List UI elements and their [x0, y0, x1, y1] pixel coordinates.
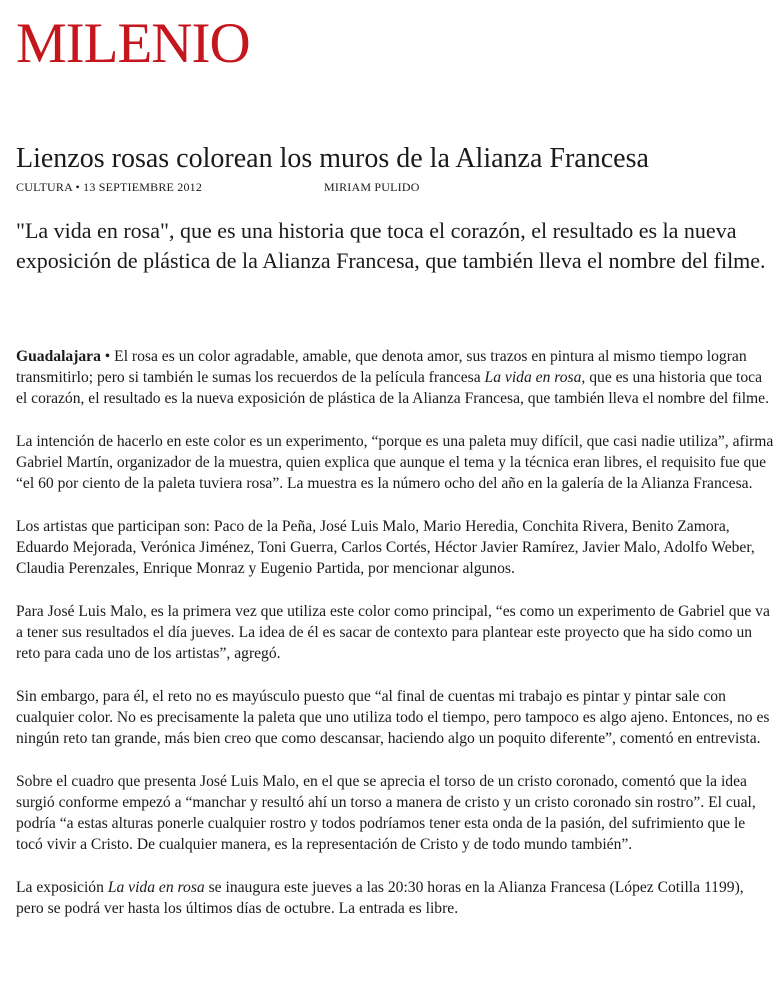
film-title: La vida en rosa	[484, 369, 582, 386]
paragraph-1	[16, 346, 774, 409]
paragraph-3: Los artistas que participan son: Paco de la Peña, José Luis Malo, Mario Heredia, Conchita Rivera, Benito Zamora, Eduardo Mejorada, Verónica Jiménez, Toni Guerra, Carlos Cortés, Héctor Javier Ramírez, Javier Malo, Adolfo Weber, Claudia Perenzales, Enrique Monraz y Eugenio Partida, por mencionar algunos.	[16, 518, 755, 577]
author-name: MIRIAM PULIDO	[324, 180, 420, 194]
exhibition-title: La vida en rosa	[107, 879, 205, 896]
publish-date: 13 SEPTIEMBRE 2012	[83, 180, 203, 194]
dateline-separator: •	[100, 348, 115, 365]
article-meta	[16, 180, 716, 194]
paragraph-1-text-b: , que es una historia que toca el corazón, el resultado es la nueva exposición de plástica de la Alianza Francesa, que también lleva el nombre del filme.	[16, 369, 769, 407]
article-headline: Lienzos rosas colorean los muros de la Alianza Francesa	[16, 143, 649, 174]
section-label[interactable]: CULTURA	[16, 180, 73, 194]
paragraph-7-text-a: La exposición	[16, 879, 108, 896]
paragraph-1-text-a: El rosa es un color agradable, amable, que denota amor, sus trazos en pintura al mismo tiempo logran transmitirlo; pero si también le sumas los recuerdos de la película francesa	[16, 348, 747, 386]
paragraph-2: La intención de hacerlo en este color es un experimento, “porque es una paleta muy difícil, que casi nadie utiliza”, afirma Gabriel Martín, organizador de la muestra, quien explica que aunque el tema y la técnica eran libres, el requisito fue que “el 60 por ciento de la paleta tuviera rosa”. La muestra es la número ocho del año en la galería de la Alianza Francesa.	[16, 433, 774, 492]
paragraph-4: Para José Luis Malo, es la primera vez que utiliza este color como principal, “es como un experimento de Gabriel que va a tener sus resultados el día jueves. La idea de él es sacar de contexto para plantear este proyecto que ha sido como un reto para cada uno de los artistas”, agregó.	[16, 603, 770, 662]
paragraph-7-text-b: se inaugura este jueves a las 20:30 horas en la Alianza Francesa (López Cotilla 1199), pero se podrá ver hasta los últimos días de octubre. La entrada es libre.	[16, 879, 744, 917]
article-lead: "La vida en rosa", que es una historia que toca el corazón, el resultado es la nueva exposición de plástica de la Alianza Francesa, que también lleva el nombre del filme.	[16, 218, 766, 273]
paragraph-7	[16, 877, 774, 919]
site-logo[interactable]: MILENIO	[16, 12, 250, 75]
dateline: Guadalajara	[16, 348, 101, 365]
paragraph-5: Sin embargo, para él, el reto no es mayúsculo puesto que “al final de cuentas mi trabajo es pintar y pintar sale con cualquier color. No es precisamente la paleta que uno utiliza todo el tiempo, pero tampoco es algo ajeno. Entonces, no es ningún reto tan grande, más bien creo que como descansar, haciendo algo un poquito diferente”, comentó en entrevista.	[16, 688, 770, 747]
article-body	[16, 346, 774, 941]
paragraph-6: Sobre el cuadro que presenta José Luis Malo, en el que se aprecia el torso de un cristo coronado, comentó que la idea surgió conforme empezó a “manchar y resultó ahí un torso a manera de cristo y un cristo coronado sin rostro”. El cual, podría “a estas alturas ponerle cualquier rostro y todos podríamos tener esta onda de la pasión, del sufrimiento que le tocó vivir a Cristo. De cualquier manera, es la representación de Cristo y de todo mundo también”.	[16, 773, 756, 853]
meta-separator: •	[72, 180, 84, 194]
